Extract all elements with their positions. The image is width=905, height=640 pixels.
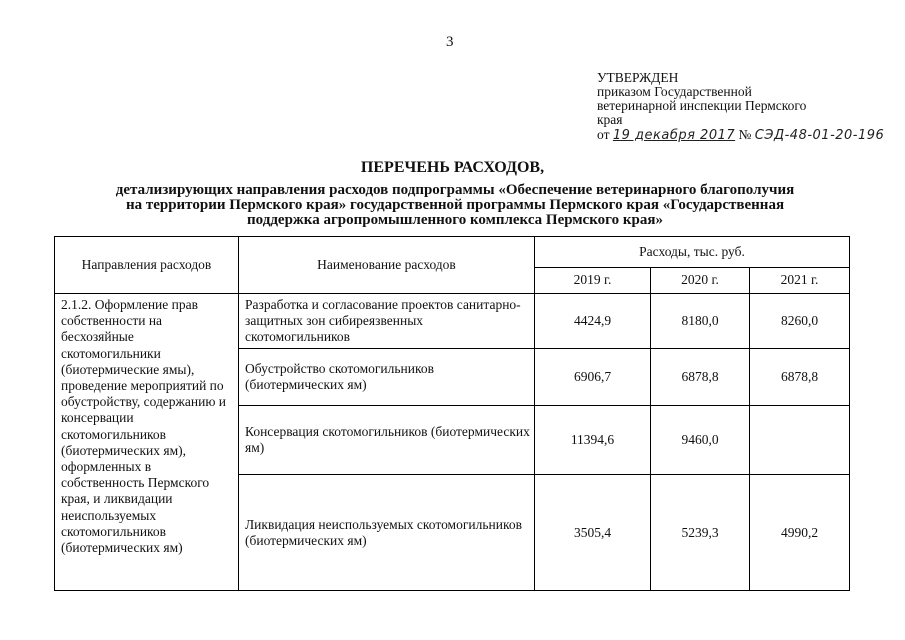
approval-heading: УТВЕРЖДЕН xyxy=(597,70,679,85)
header-year-2019: 2019 г. xyxy=(535,267,651,293)
header-expenses: Расходы, тыс. руб. xyxy=(535,237,850,268)
value-2019: 11394,6 xyxy=(535,406,651,475)
approval-line-2: ветеринарной инспекции Пермского xyxy=(597,98,807,113)
document-title: ПЕРЕЧЕНЬ РАСХОДОВ, xyxy=(360,159,545,176)
document-subtitle xyxy=(40,183,870,228)
table-header-row xyxy=(55,237,850,268)
value-2021 xyxy=(750,406,850,475)
value-2019: 4424,9 xyxy=(535,294,651,349)
value-2020: 9460,0 xyxy=(651,406,750,475)
value-2021: 4990,2 xyxy=(750,475,850,591)
expense-name: Консервация скотомогильников (биотермических ям) xyxy=(239,406,535,475)
value-2021: 6878,8 xyxy=(750,349,850,406)
value-2021: 8260,0 xyxy=(750,294,850,349)
approval-stamp xyxy=(597,71,884,143)
expenses-table xyxy=(54,236,850,591)
approval-line-3: края xyxy=(597,112,623,127)
value-2019: 6906,7 xyxy=(535,349,651,406)
value-2020: 8180,0 xyxy=(651,294,750,349)
header-year-2021: 2021 г. xyxy=(750,267,850,293)
subtitle-line-1: детализирующих направления расходов подпрограммы «Обеспечение ветеринарного благополучия xyxy=(115,182,795,198)
value-2020: 6878,8 xyxy=(651,349,750,406)
date-prefix: от xyxy=(597,127,610,142)
approval-line-1: приказом Государственной xyxy=(597,84,752,99)
header-name: Наименование расходов xyxy=(239,237,535,294)
value-2020: 5239,3 xyxy=(651,475,750,591)
handwritten-date: 19 декабря 2017 xyxy=(612,128,736,143)
header-year-2020: 2020 г. xyxy=(651,267,750,293)
expense-name: Ликвидация неиспользуемых скотомогильников (биотермических ям) xyxy=(239,475,535,591)
direction-cell: 2.1.2. Оформление прав собственности на бесхозяйные скотомогильники (биотермические ямы), проведение мероприятий по обустройству, содержанию и консервации скотомогильников (биотермических ям), оформленных в собственность Пермского края, и ликвидации неиспользуемых скотомогильников (биотермических ям) xyxy=(55,294,239,591)
expense-name: Разработка и согласование проектов санитарно-защитных зон сибиреязвенных скотомогильников xyxy=(239,294,535,349)
approval-date-line xyxy=(597,128,884,143)
expense-name: Обустройство скотомогильников (биотермических ям) xyxy=(239,349,535,406)
subtitle-line-2: на территории Пермского края» государственной программы Пермского края «Государственная xyxy=(125,197,785,213)
header-direction: Направления расходов xyxy=(55,237,239,294)
number-prefix: № xyxy=(738,127,752,142)
handwritten-number: СЭД-48-01-20-196 xyxy=(754,128,885,143)
table-row xyxy=(55,294,850,349)
subtitle-line-3: поддержка агропромышленного комплекса Пермского края» xyxy=(247,212,663,228)
value-2019: 3505,4 xyxy=(535,475,651,591)
page-number: 3 xyxy=(446,34,454,50)
